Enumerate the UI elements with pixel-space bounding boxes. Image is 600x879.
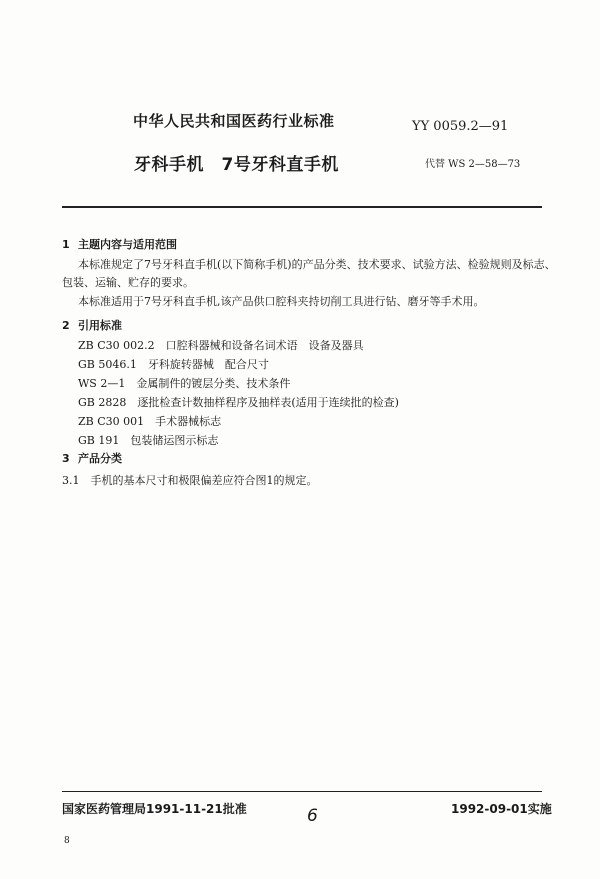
section-1-heading	[62, 236, 177, 252]
reference-item: GB 2828 逐批检查计数抽样程序及抽样表(适用于连续批的检查)	[78, 396, 399, 409]
section-3-title: 产品分类	[78, 452, 122, 465]
section-1-paragraph-2: 本标准适用于7号牙科直手机,该产品供口腔科夹持切削工具进行钻、磨牙等手术用。	[78, 295, 485, 308]
reference-item: ZB C30 002.2 口腔科器械和设备名词术语 设备及器具	[78, 339, 364, 352]
replaces-standard: 代替 WS 2—58—73	[425, 159, 521, 170]
standard-organization: 中华人民共和国医药行业标准	[133, 112, 335, 130]
handwritten-mark: 6	[307, 806, 318, 826]
section-3-number: 3	[62, 452, 70, 465]
standard-code: YY 0059.2—91	[412, 119, 509, 134]
section-3-heading	[62, 450, 122, 466]
section-2-title: 引用标准	[78, 319, 122, 332]
section-2-heading	[62, 317, 122, 333]
section-1-number: 1	[62, 238, 70, 251]
reference-item: WS 2—1 金属制件的镀层分类、技术条件	[78, 377, 291, 390]
section-1-title: 主题内容与适用范围	[78, 238, 177, 251]
implementation-date: 1992-09-01实施	[451, 802, 552, 816]
section-1-paragraph-1: 本标准规定了7号牙科直手机(以下简称手机)的产品分类、技术要求、试验方法、检验规则及标志、	[78, 258, 556, 271]
reference-item: GB 191 包装储运图示标志	[78, 434, 219, 447]
reference-item: GB 5046.1 牙科旋转器械 配合尺寸	[78, 358, 269, 371]
section-2-number: 2	[62, 319, 70, 332]
section-1-paragraph-1-cont: 包装、运输、贮存的要求。	[62, 276, 194, 289]
header-divider	[62, 206, 542, 208]
page-number: 8	[64, 836, 70, 846]
footer-divider	[62, 791, 542, 792]
clause-3-1: 3.1 手机的基本尺寸和极限偏差应符合图1的规定。	[62, 474, 318, 487]
approval-date: 国家医药管理局1991-11-21批准	[62, 802, 247, 816]
document-title: 牙科手机 7号牙科直手机	[134, 155, 339, 175]
reference-item: ZB C30 001 手术器械标志	[78, 415, 222, 428]
